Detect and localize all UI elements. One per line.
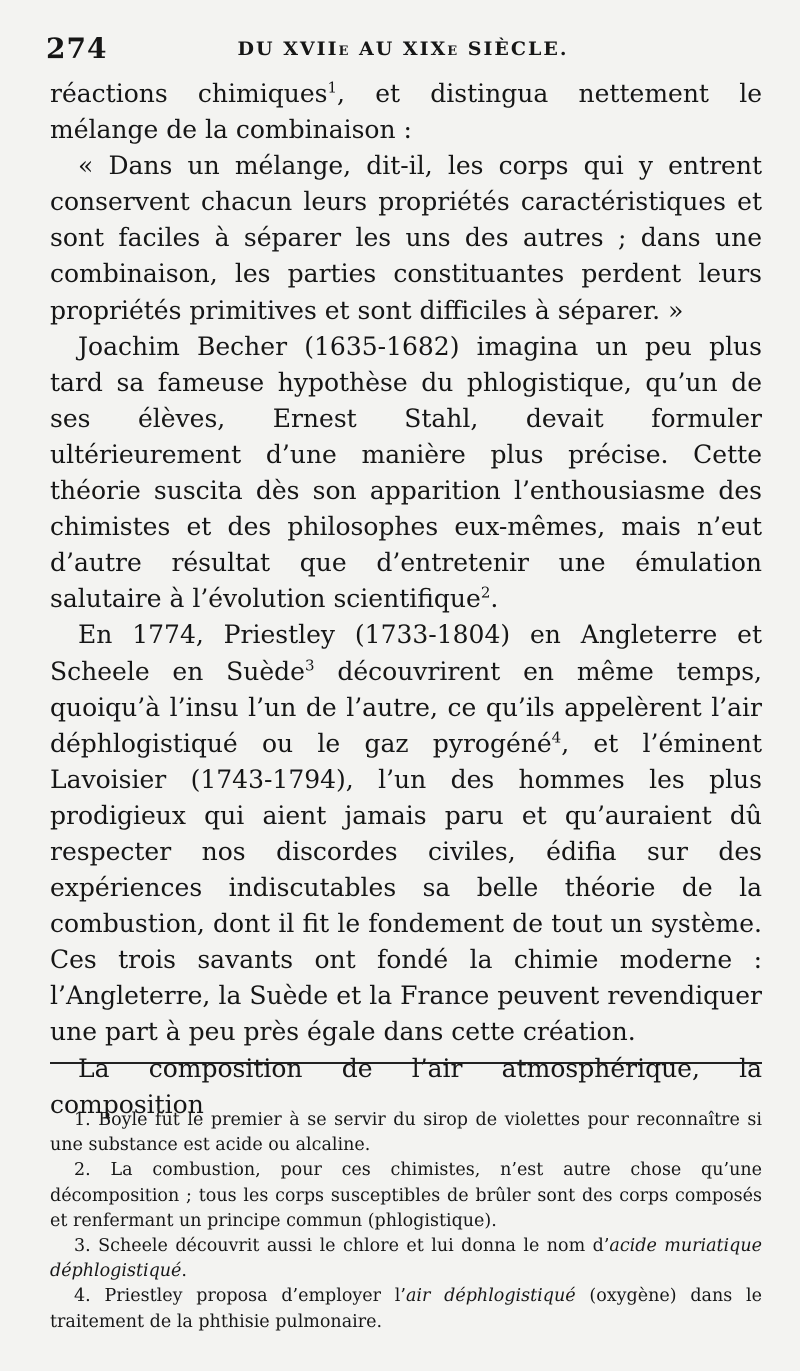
paragraph-4: En 1774, Priestley (1733-1804) en Angleterre et Scheele en Suède$^3$ découvrirent en même temps, quoiqu’à l’insu l’un de l’autre, ce qu’ils appelèrent l’air déphlogistiqué ou le gaz pyrogéné$^4$, et l’éminent Lavoisier (1743-1794), l’un des hommes les plus prodigieux qui aient jamais paru et qu’auraient dû respecter nos discordes civiles, édifia sur des expériences indiscutables sa belle théorie de la combustion, dont il fit le fondement de tout un système. Ces trois savants ont fondé la chimie moderne : l’Angleterre, la Suède et la France peuvent revendiquer une part à peu près égale dans cette création. — [50, 620, 762, 1047]
footnote-divider — [50, 1062, 762, 1064]
footnote-4: 4. Priestley proposa d’employer l’air déphlogistiqué (oxygène) dans le traitement de la phthisie pulmonaire. — [50, 1286, 762, 1332]
running-title: DU XVIIe AU XIXe SIÈCLE. — [237, 38, 569, 60]
paragraph-1: réactions chimiques$^1$, et distingua nettement le mélange de la combinaison : — [50, 78, 763, 145]
page-number: 274 — [46, 32, 108, 65]
footnote-ref-3[interactable]: 3 — [304, 656, 315, 675]
footnote-3: 3. Scheele découvrit aussi le chlore et lui donna le nom d’acide muriatique déphlogistiqué. — [50, 1236, 762, 1282]
footnote-ref-2[interactable]: 2 — [480, 583, 491, 602]
paragraph-5: La composition de l’air atmosphérique, la composition — [50, 1053, 762, 1119]
paragraph-3: Joachim Becher (1635-1682) imagina un peu plus tard sa fameuse hypothèse du phlogistique, qu’un de ses élèves, Ernest Stahl, devait formuler ultérieurement d’une manière plus précise. Cette théorie suscita dès son apparition l’enthousiasme des chimistes et des philosophes eux-mêmes, mais n’eut d’autre résultat que d’entretenir une émulation salutaire à l’évolution scientifique$^2$. — [50, 331, 762, 614]
body-text — [50, 76, 762, 1123]
footnote-2: 2. La combustion, pour ces chimistes, n’est autre chose qu’une décomposition ; tous les corps susceptibles de brûler sont des corps composés et renfermant un principe commun (phlogistique). — [50, 1160, 762, 1231]
footnote-ref-4[interactable]: 4 — [551, 728, 562, 747]
footnotes — [50, 1108, 762, 1335]
footnote-1: 1. Boyle fut le premier à se servir du sirop de violettes pour reconnaître si une substance est acide ou alcaline. — [50, 1110, 762, 1156]
paragraph-2-quote: « Dans un mélange, dit-il, les corps qui y entrent conservent chacun leurs propriétés caractéristiques et sont faciles à séparer les uns des autres ; dans une combinaison, les parties constituantes perdent leurs propriétés primitives et sont difficiles à séparer. » — [50, 151, 762, 325]
footnote-ref-1[interactable]: 1 — [327, 78, 338, 97]
page-header — [46, 32, 760, 66]
